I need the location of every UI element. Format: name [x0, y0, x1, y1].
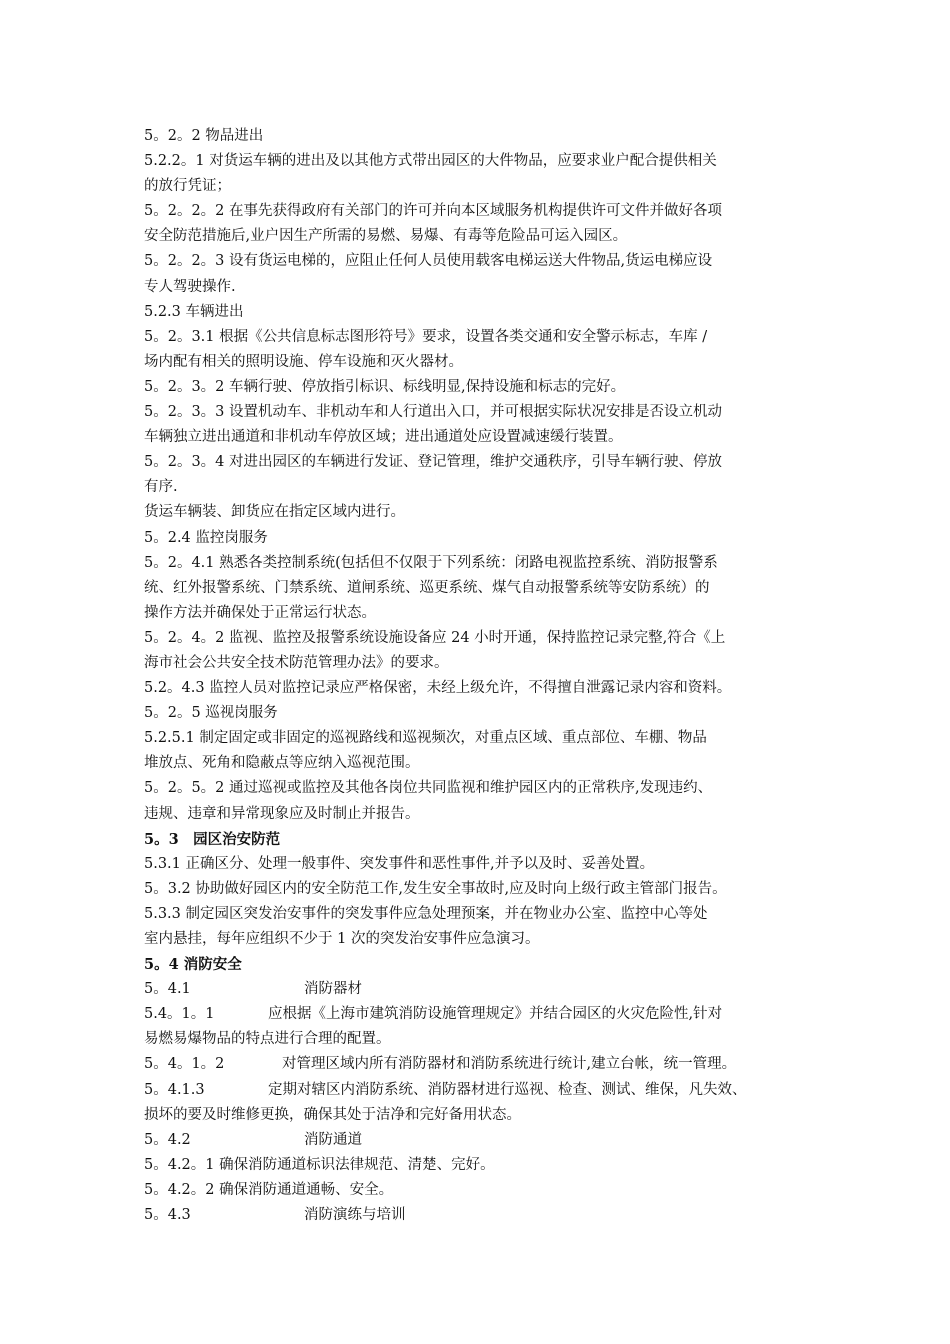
- paragraph-line: 货运车辆装、卸货应在指定区域内进行。: [144, 504, 405, 521]
- paragraph-line: 5.2.5.1 制定固定或非固定的巡视路线和巡视频次，对重点区域、重点部位、车棚、物品: [144, 730, 707, 747]
- document-body: [144, 124, 844, 1228]
- paragraph-line: 堆放点、死角和隐蔽点等应纳入巡视范围。: [144, 755, 420, 772]
- subsection-heading: [144, 977, 844, 1002]
- paragraph-line: 5。2。3.1 根据《公共信息标志图形符号》要求，设置各类交通和安全警示标志，车库 /: [144, 328, 708, 345]
- section-heading-bold: 5。4 消防安全: [144, 956, 242, 974]
- paragraph-line: [144, 1078, 844, 1103]
- paragraph-line: 违规、违章和异常现象应及时制止并报告。: [144, 805, 420, 822]
- paragraph-line: 有序.: [144, 479, 178, 496]
- paragraph-line: 5。2。2。3 设有货运电梯的，应阻止任何人员使用载客电梯运送大件物品,货运电梯应设: [144, 253, 713, 270]
- paragraph-line: 5。2。5。2 通过巡视或监控及其他各岗位共同监视和维护园区内的正常秩序,发现违约、: [144, 780, 713, 797]
- clause-text: 消防演练与培训: [304, 1207, 406, 1224]
- section-heading: 5。2。2 物品进出: [144, 128, 264, 144]
- paragraph-line: 5。2。3。2 车辆行驶、停放指引标识、标线明显,保持设施和标志的完好。: [144, 378, 626, 395]
- paragraph-line: 5.2。4.3 监控人员对监控记录应严格保密，未经上级允许，不得擅自泄露记录内容和资料。: [144, 680, 732, 697]
- paragraph-line: 海市社会公共安全技术防范管理办法》的要求。: [144, 654, 449, 671]
- subsection-heading: [144, 1203, 844, 1228]
- paragraph-line: 5。2。3。4 对进出园区的车辆进行发证、登记管理，维护交通秩序，引导车辆行驶、停放: [144, 454, 723, 471]
- paragraph-line: 统、红外报警系统、门禁系统、道闸系统、巡更系统、煤气自动报警系统等安防系统）的: [144, 579, 710, 596]
- section-heading: 5.2.3 车辆进出: [144, 303, 244, 320]
- paragraph-line: 5。4.2。2 确保消防通道通畅、安全。: [144, 1181, 394, 1198]
- paragraph-line: 5.3.1 正确区分、处理一般事件、突发事件和恶性事件,并予以及时、妥善处置。: [144, 855, 655, 872]
- paragraph-line: 室内悬挂，每年应组织不少于 1 次的突发治安事件应急演习。: [144, 931, 540, 947]
- clause-number: 5。4.2: [144, 1131, 191, 1148]
- section-heading: 5。2.4 监控岗服务: [144, 529, 268, 546]
- paragraph-line: 5。3.2 协助做好园区内的安全防范工作,发生安全事故时,应及时向上级行政主管部门报告。: [144, 880, 727, 897]
- paragraph-line: 专人驾驶操作.: [144, 278, 236, 295]
- subsection-heading: [144, 1128, 844, 1153]
- clause-text: 消防通道: [304, 1131, 362, 1148]
- paragraph-line: 操作方法并确保处于正常运行状态。: [144, 604, 376, 621]
- paragraph-line: 车辆独立进出通道和非机动车停放区域；进出通道处应设置减速缓行装置。: [144, 429, 623, 446]
- paragraph-line: [144, 1052, 844, 1077]
- clause-number: 5。4.1.3: [144, 1081, 205, 1098]
- paragraph-line: 易燃易爆物品的特点进行合理的配置。: [144, 1031, 391, 1048]
- paragraph-line: 5。2。4.1 熟悉各类控制系统(包括但不仅限于下列系统：闭路电视监控系统、消防报警系: [144, 554, 718, 571]
- clause-text: 对管理区域内所有消防器材和消防系统进行统计,建立台帐，统一管理。: [282, 1056, 737, 1073]
- clause-text: 定期对辖区内消防系统、消防器材进行巡视、检查、测试、维保，凡失效、: [268, 1081, 747, 1098]
- paragraph-line: 的放行凭证；: [144, 178, 231, 195]
- paragraph-line: [144, 1002, 844, 1027]
- clause-number: 5。4.1: [144, 981, 191, 998]
- paragraph-line: 5。2。2。2 在事先获得政府有关部门的许可并向本区域服务机构提供许可文件并做好各项: [144, 203, 723, 220]
- clause-number: 5.4。1。1: [144, 1006, 215, 1023]
- paragraph-line: 5。2。3。3 设置机动车、非机动车和人行道出入口，并可根据实际状况安排是否设立机动: [144, 404, 723, 421]
- paragraph-line: 场内配有相关的照明设施、停车设施和灭火器材。: [144, 353, 463, 370]
- clause-text: 应根据《上海市建筑消防设施管理规定》并结合园区的火灾危险性,针对: [268, 1006, 723, 1023]
- section-heading: 5。2。5 巡视岗服务: [144, 705, 278, 722]
- section-heading-bold: 5。3 园区治安防范: [144, 830, 281, 848]
- paragraph-line: 损坏的要及时维修更换，确保其处于洁净和完好备用状态。: [144, 1106, 521, 1123]
- paragraph-line: 5。2。4。2 监视、监控及报警系统设施设备应 24 小时开通，保持监控记录完整,符合《上: [144, 629, 726, 646]
- paragraph-line: 5.3.3 制定园区突发治安事件的突发事件应急处理预案，并在物业办公室、监控中心等处: [144, 905, 708, 922]
- paragraph-line: 5.2.2。1 对货运车辆的进出及以其他方式带出园区的大件物品，应要求业户配合提供相关: [144, 153, 717, 170]
- paragraph-line: 安全防范措施后,业户因生产所需的易燃、易爆、有毒等危险品可运入园区。: [144, 228, 628, 245]
- clause-text: 消防器材: [304, 981, 362, 998]
- clause-number: 5。4.3: [144, 1207, 191, 1224]
- paragraph-line: 5。4.2。1 确保消防通道标识法律规范、清楚、完好。: [144, 1156, 495, 1173]
- clause-number: 5。4。1。2: [144, 1056, 225, 1073]
